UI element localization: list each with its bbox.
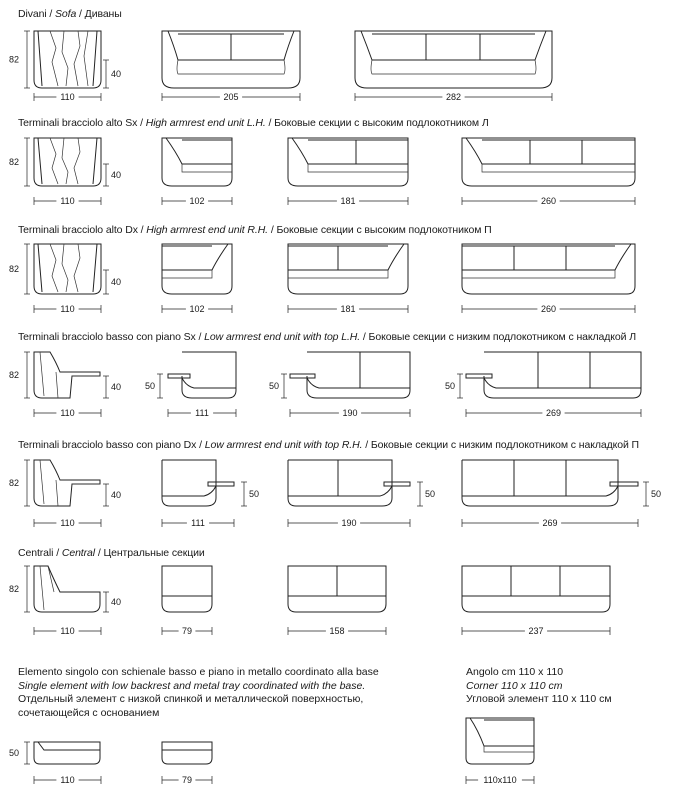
single-height-dim: 50 — [8, 748, 20, 758]
width-dim-3-0: 110 — [60, 408, 75, 419]
central-237 — [462, 566, 610, 612]
top-height-dim-4-0: 50 — [248, 489, 260, 499]
sofa-282-top-view — [355, 31, 552, 88]
central-158 — [288, 566, 386, 612]
single-width-dim-1: 79 — [181, 775, 193, 786]
width-dim-4-2: 190 — [341, 518, 357, 529]
low-armrest-rh-269 — [462, 460, 638, 506]
low-armrest-rh-190 — [288, 460, 410, 506]
width-dim-1-1: 102 — [189, 196, 205, 207]
single-element-front — [162, 742, 212, 764]
high-armrest-rh-side-view — [34, 244, 101, 294]
width-dim-0-0: 110 — [60, 92, 75, 103]
sofa-side-view — [34, 31, 101, 88]
single-note-en: Single element with low backrest and metal tray coordinated with the base. — [18, 679, 366, 692]
low-armrest-rh-111 — [162, 460, 234, 506]
top-height-dim-4-2: 50 — [650, 489, 662, 499]
low-armrest-lh-190 — [290, 352, 410, 398]
width-dim-5-2: 158 — [329, 626, 345, 637]
seat-dim-5: 40 — [110, 597, 122, 607]
width-dim-2-3: 260 — [540, 304, 557, 315]
single-width-dim-0: 110 — [60, 775, 75, 786]
high-armrest-lh-102 — [162, 138, 232, 186]
low-armrest-lh-111 — [168, 352, 236, 398]
section-title-central: Centrali / Central / Центральные секции — [18, 547, 205, 559]
top-height-dim-3-1: 50 — [268, 381, 280, 391]
width-dim-5-1: 79 — [181, 626, 193, 637]
single-note-ru-2: сочетающейся с основанием — [18, 706, 160, 719]
section-title-sofa: Divani / Sofa / Диваны — [18, 8, 122, 20]
seat-dim-1: 40 — [110, 170, 122, 180]
width-dim-0-1: 205 — [223, 92, 239, 103]
seat-dim-0: 40 — [110, 69, 122, 79]
width-dim-1-2: 181 — [340, 196, 356, 207]
width-dim-1-0: 110 — [60, 196, 75, 207]
width-dim-2-2: 181 — [340, 304, 356, 315]
low-armrest-lh-269 — [466, 352, 641, 398]
corner-width-dim: 110x110 — [483, 775, 517, 786]
width-dim-3-3: 269 — [545, 408, 562, 419]
seat-dim-2: 40 — [110, 277, 122, 287]
corner-note-en: Corner 110 x 110 cm — [466, 679, 563, 692]
section-title-high-armrest-rh: Terminali bracciolo alto Dx / High armrest end unit R.H. / Боковые секции с высоким подлокотником П — [18, 224, 492, 236]
width-dim-3-2: 190 — [342, 408, 358, 419]
width-dim-4-1: 111 — [191, 518, 205, 529]
central-79 — [162, 566, 212, 612]
width-dim-4-0: 110 — [60, 518, 75, 529]
height-dim-4: 82 — [8, 478, 20, 488]
width-dim-5-3: 237 — [528, 626, 544, 637]
section-title-low-armrest-rh: Terminali bracciolo basso con piano Dx / Low armrest end unit with top R.H. / Боковые секции с низким подлокотником с накладкой П — [18, 439, 639, 451]
high-armrest-rh-102 — [162, 244, 232, 294]
high-armrest-rh-181 — [288, 244, 408, 294]
width-dim-2-1: 102 — [189, 304, 205, 315]
top-height-dim-3-2: 50 — [444, 381, 456, 391]
height-dim-3: 82 — [8, 370, 20, 380]
width-dim-0-2: 282 — [445, 92, 462, 103]
high-armrest-lh-181 — [288, 138, 408, 186]
central-side-view — [34, 566, 100, 612]
height-dim-1: 82 — [8, 157, 20, 167]
section-title-low-armrest-lh: Terminali bracciolo basso con piano Sx / Low armrest end unit with top L.H. / Боковые секции с низким подлокотником с накладкой Л — [18, 331, 637, 343]
width-dim-2-0: 110 — [60, 304, 75, 315]
width-dim-1-3: 260 — [540, 196, 557, 207]
corner-note-it: Angolo cm 110 x 110 — [466, 666, 564, 678]
single-note-it: Elemento singolo con schienale basso e piano in metallo coordinato alla base — [18, 666, 379, 678]
sofa-205-top-view — [162, 31, 300, 88]
seat-dim-4: 40 — [110, 490, 122, 500]
width-dim-3-1: 111 — [195, 408, 209, 419]
single-note-ru-1: Отдельный элемент с низкой спинкой и металлической поверхностью, — [18, 693, 364, 705]
high-armrest-lh-side-view — [34, 138, 101, 186]
width-dim-4-3: 269 — [542, 518, 558, 529]
section-title-high-armrest-lh: Terminali bracciolo alto Sx / High armrest end unit L.H. / Боковые секции с высоким подлокотником Л — [18, 117, 489, 129]
corner-element — [466, 718, 534, 764]
corner-note-ru: Угловой элемент 110 x 110 см — [466, 693, 612, 705]
width-dim-5-0: 110 — [60, 626, 75, 637]
high-armrest-rh-260 — [462, 244, 635, 294]
top-height-dim-3-0: 50 — [144, 381, 156, 391]
low-armrest-rh-side-view — [34, 460, 100, 506]
high-armrest-lh-260 — [462, 138, 635, 186]
top-height-dim-4-1: 50 — [424, 489, 436, 499]
height-dim-5: 82 — [8, 584, 20, 594]
single-element-side — [34, 742, 100, 764]
height-dim-2: 82 — [8, 264, 20, 274]
height-dim-0: 82 — [8, 54, 20, 65]
low-armrest-lh-side-view — [34, 352, 100, 398]
seat-dim-3: 40 — [110, 382, 122, 392]
